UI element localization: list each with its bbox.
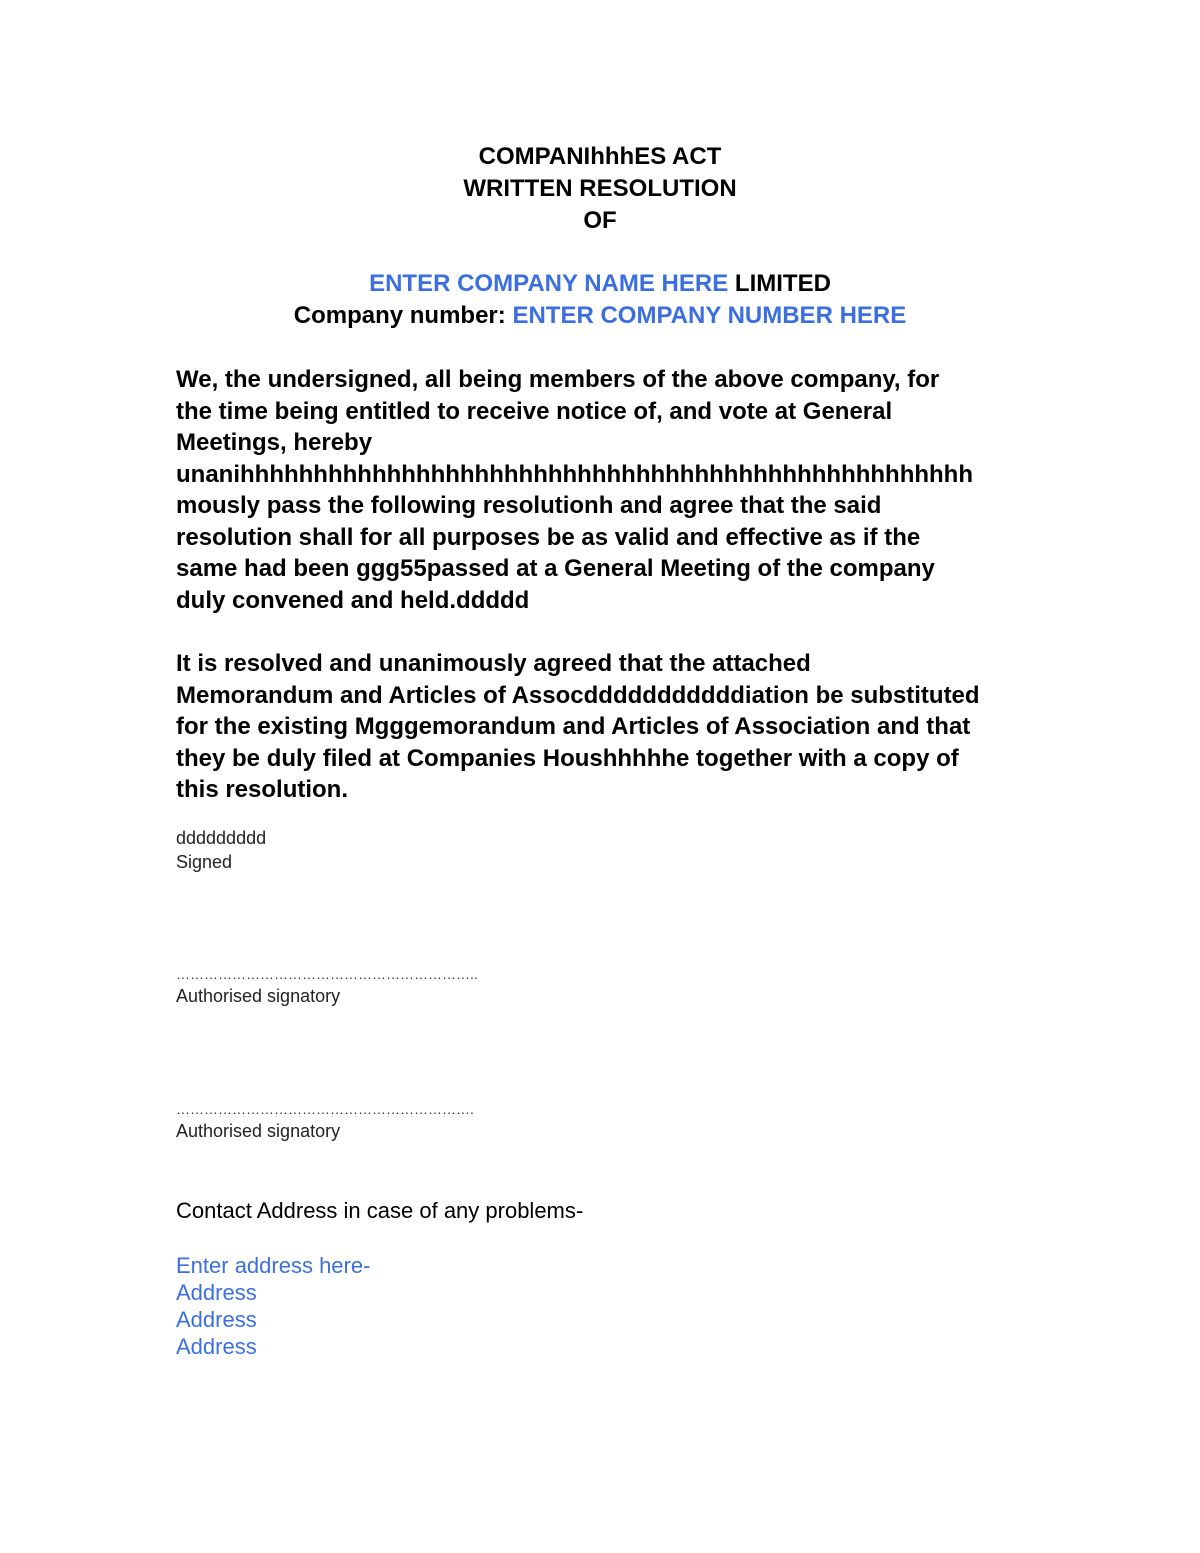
paragraph-line: We, the undersigned, all being members of the above company, for bbox=[176, 366, 940, 393]
heading-of: OF bbox=[583, 207, 617, 234]
paragraph-line: resolution shall for all purposes be as valid and effective as if the bbox=[176, 523, 921, 551]
signed-label: Signed bbox=[176, 852, 233, 872]
company-name-line bbox=[0, 268, 1200, 300]
address-line[interactable]: Enter address here- bbox=[176, 1253, 371, 1278]
paragraph-line: unanihhhhhhhhhhhhhhhhhhhhhhhhhhhhhhhhhhhhhhhhhhhhhhhhhh bbox=[176, 460, 974, 488]
heading-act: COMPANIhhhES ACT bbox=[478, 143, 722, 170]
paragraph-line: for the existing Mgggemorandum and Articles of Association and that bbox=[176, 713, 971, 740]
company-number-line bbox=[0, 300, 1200, 332]
paragraph-line: It is resolved and unanimously agreed that the attached bbox=[176, 650, 811, 677]
company-name-suffix: LIMITED bbox=[728, 270, 831, 297]
company-block bbox=[0, 268, 1200, 332]
signature-line-1[interactable]: ……………………………………………………….. bbox=[176, 966, 478, 982]
paragraph-line: duly convened and held.ddddd bbox=[176, 586, 530, 614]
paragraph-line: Meetings, hereby bbox=[176, 429, 373, 456]
signatory-label-2: Authorised signatory bbox=[176, 1121, 341, 1141]
paragraph-line: this resolution. bbox=[176, 776, 349, 803]
paragraph-line: same had been ggg55passed at a General Meeting of the company bbox=[176, 555, 935, 582]
address-line[interactable]: Address bbox=[176, 1334, 257, 1359]
paragraph-line: mously pass the following resolutionh and agree that the said bbox=[176, 492, 882, 519]
heading-written-resolution: WRITTEN RESOLUTION bbox=[463, 175, 737, 202]
company-number-label: Company number: bbox=[293, 302, 513, 329]
signed-scribble: ddddddddd bbox=[176, 828, 267, 848]
company-name-placeholder[interactable]: ENTER COMPANY NAME HERE bbox=[369, 270, 729, 297]
company-number-placeholder[interactable]: ENTER COMPANY NUMBER HERE bbox=[512, 302, 907, 329]
paragraph-line: Memorandum and Articles of Assocdddddddddddiation be substituted bbox=[176, 681, 980, 709]
address-line[interactable]: Address bbox=[176, 1307, 257, 1332]
contact-address-label: Contact Address in case of any problems- bbox=[176, 1198, 584, 1223]
signature-line-2[interactable]: ………………………………………………………. bbox=[176, 1101, 474, 1117]
address-line[interactable]: Address bbox=[176, 1280, 257, 1305]
paragraph-line: the time being entitled to receive notice of, and vote at General bbox=[176, 397, 893, 425]
paragraph-line: they be duly filed at Companies Houshhhhhe together with a copy of bbox=[176, 744, 959, 772]
resolution-paragraph-2 bbox=[176, 648, 1036, 806]
document-heading bbox=[0, 141, 1200, 237]
resolution-paragraph-1 bbox=[176, 364, 1036, 616]
signatory-label-1: Authorised signatory bbox=[176, 986, 341, 1006]
